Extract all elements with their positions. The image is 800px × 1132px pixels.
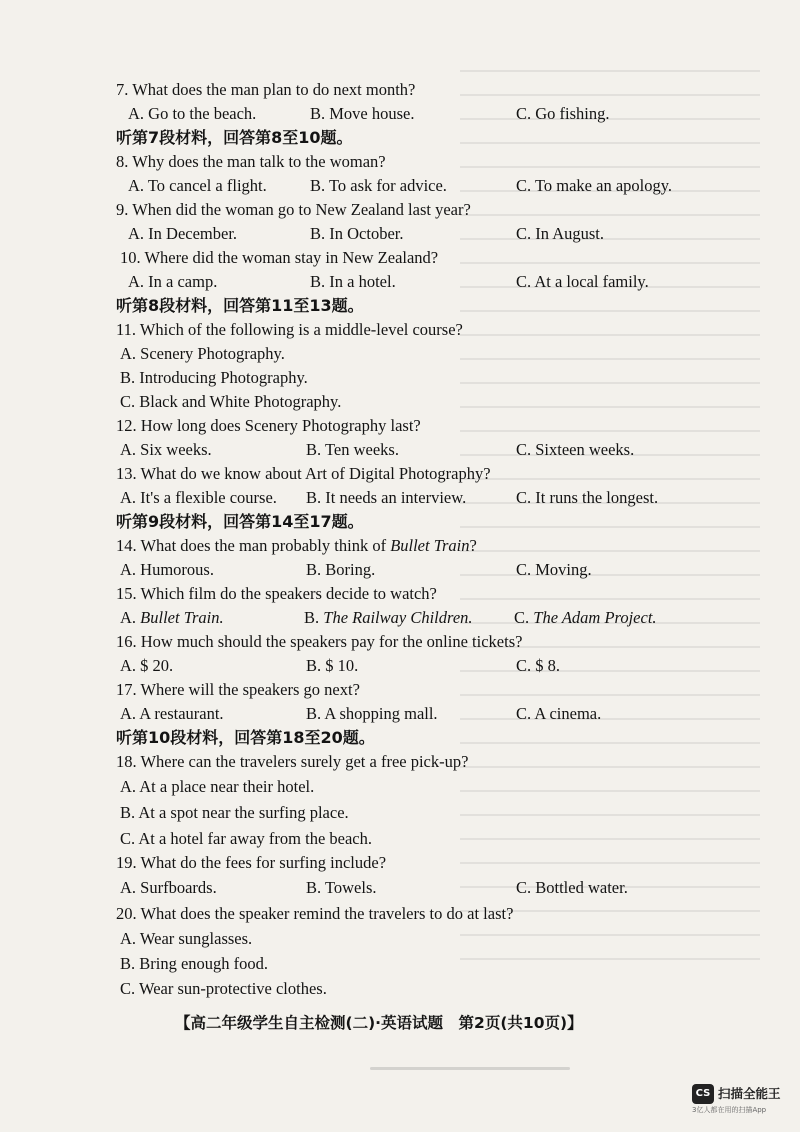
option-a: A. Wear sunglasses.	[120, 929, 253, 948]
option-a: A. Six weeks.	[120, 440, 212, 459]
option-b: B. In October.	[310, 224, 404, 243]
option-a: A. At a place near their hotel.	[120, 777, 315, 796]
option-a	[120, 606, 224, 630]
question-11-option-c	[0, 390, 800, 414]
question-13	[0, 462, 800, 486]
camscanner-logo-icon: CS	[692, 1084, 714, 1104]
question-stem: 11. Which of the following is a middle-level course?	[116, 320, 463, 339]
question-12	[0, 414, 800, 438]
stem-end: ?	[469, 536, 477, 555]
option-c: C. It runs the longest.	[516, 488, 659, 507]
section-heading-7: 听第7段材料，回答第8至10题。	[116, 128, 353, 147]
question-14-options	[0, 558, 800, 582]
question-stem: 19. What do the fees for surfing include?	[116, 853, 387, 872]
question-7	[0, 78, 800, 102]
question-stem: 7. What does the man plan to do next month?	[116, 80, 416, 99]
question-stem: 9. When did the woman go to New Zealand last year?	[116, 200, 471, 219]
option-letter: A.	[120, 608, 141, 627]
option-c: C. $ 8.	[516, 656, 561, 675]
option-a: A. Scenery Photography.	[120, 344, 285, 363]
option-b	[304, 606, 473, 630]
question-15-options	[0, 606, 800, 630]
film-title: Bullet Train	[390, 536, 470, 555]
scanner-watermark	[692, 1084, 797, 1114]
option-b: B. It needs an interview.	[306, 488, 467, 507]
option-letter: C.	[514, 608, 534, 627]
option-a: A. Surfboards.	[120, 878, 217, 897]
option-c: C. Black and White Photography.	[120, 392, 342, 411]
question-stem	[116, 534, 477, 558]
question-14	[0, 534, 800, 558]
question-11	[0, 318, 800, 342]
option-a: A. To cancel a flight.	[128, 176, 267, 195]
option-b: B. Introducing Photography.	[120, 368, 308, 387]
question-17	[0, 678, 800, 702]
option-c: C. To make an apology.	[516, 176, 673, 195]
section-heading-9: 听第9段材料，回答第14至17题。	[116, 512, 364, 531]
question-stem: 10. Where did the woman stay in New Zealand?	[120, 248, 439, 267]
option-c: C. A cinema.	[516, 704, 602, 723]
question-18-option-a	[0, 775, 800, 799]
option-a: A. In December.	[128, 224, 238, 243]
question-stem: 12. How long does Scenery Photography last?	[116, 416, 421, 435]
option-a: A. A restaurant.	[120, 704, 224, 723]
option-c	[514, 606, 657, 630]
option-a: A. In a camp.	[128, 272, 218, 291]
question-11-option-b	[0, 366, 800, 390]
option-c: C. Sixteen weeks.	[516, 440, 635, 459]
option-a: A. It's a flexible course.	[120, 488, 277, 507]
option-b: B. A shopping mall.	[306, 704, 438, 723]
question-20	[0, 902, 800, 926]
question-15	[0, 582, 800, 606]
question-stem: 18. Where can the travelers surely get a free pick-up?	[116, 752, 469, 771]
question-stem: 8. Why does the man talk to the woman?	[116, 152, 386, 171]
question-8	[0, 150, 800, 174]
question-18-option-c	[0, 827, 800, 851]
question-stem: 15. Which film do the speakers decide to watch?	[116, 584, 437, 603]
question-9-options	[0, 222, 800, 246]
film-title: Bullet Train.	[140, 608, 224, 627]
section-heading-8: 听第8段材料，回答第11至13题。	[116, 296, 364, 315]
question-11-option-a	[0, 342, 800, 366]
question-10	[0, 246, 800, 270]
option-b: B. Bring enough food.	[120, 954, 269, 973]
page-footer: 【高二年级学生自主检测(二)·英语试题 第2页(共10页)】	[175, 1014, 583, 1032]
option-c: C. In August.	[516, 224, 605, 243]
option-c: C. At a local family.	[516, 272, 649, 291]
option-b: B. $ 10.	[306, 656, 359, 675]
question-20-option-c	[0, 977, 800, 1001]
film-title: The Adam Project.	[533, 608, 657, 627]
option-b: B. To ask for advice.	[310, 176, 447, 195]
option-b: B. Ten weeks.	[306, 440, 399, 459]
section-heading-10: 听第10段材料，回答第18至20题。	[116, 728, 375, 747]
question-19	[0, 851, 800, 875]
question-17-options	[0, 702, 800, 726]
question-8-options	[0, 174, 800, 198]
question-16	[0, 630, 800, 654]
question-7-options	[0, 102, 800, 126]
question-13-options	[0, 486, 800, 510]
option-b: B. Move house.	[310, 104, 415, 123]
question-18	[0, 750, 800, 774]
scan-smudge	[370, 1067, 570, 1070]
option-b: B. In a hotel.	[310, 272, 396, 291]
option-c: C. Moving.	[516, 560, 592, 579]
option-c: C. Go fishing.	[516, 104, 610, 123]
question-stem: 20. What does the speaker remind the travelers to do at last?	[116, 904, 514, 923]
option-c: C. Wear sun-protective clothes.	[120, 979, 327, 998]
question-20-option-a	[0, 927, 800, 951]
stem-text: 14. What does the man probably think of	[116, 536, 391, 555]
option-letter: B.	[304, 608, 324, 627]
question-stem: 17. Where will the speakers go next?	[116, 680, 360, 699]
question-stem: 16. How much should the speakers pay for the online tickets?	[116, 632, 523, 651]
film-title: The Railway Children.	[323, 608, 473, 627]
question-10-options	[0, 270, 800, 294]
option-b: B. At a spot near the surfing place.	[120, 803, 349, 822]
option-c: C. At a hotel far away from the beach.	[120, 829, 372, 848]
question-20-option-b	[0, 952, 800, 976]
option-a: A. Humorous.	[120, 560, 214, 579]
question-12-options	[0, 438, 800, 462]
question-9	[0, 198, 800, 222]
option-b: B. Towels.	[306, 878, 377, 897]
option-c: C. Bottled water.	[516, 878, 628, 897]
option-b: B. Boring.	[306, 560, 376, 579]
question-18-option-b	[0, 801, 800, 825]
question-16-options	[0, 654, 800, 678]
option-a: A. $ 20.	[120, 656, 174, 675]
question-stem: 13. What do we know about Art of Digital Photography?	[116, 464, 491, 483]
option-a: A. Go to the beach.	[128, 104, 257, 123]
scanner-tagline: 3亿人都在用的扫描App	[692, 1106, 767, 1114]
question-19-options	[0, 876, 800, 900]
scanner-app-name: 扫描全能王	[718, 1086, 781, 1101]
